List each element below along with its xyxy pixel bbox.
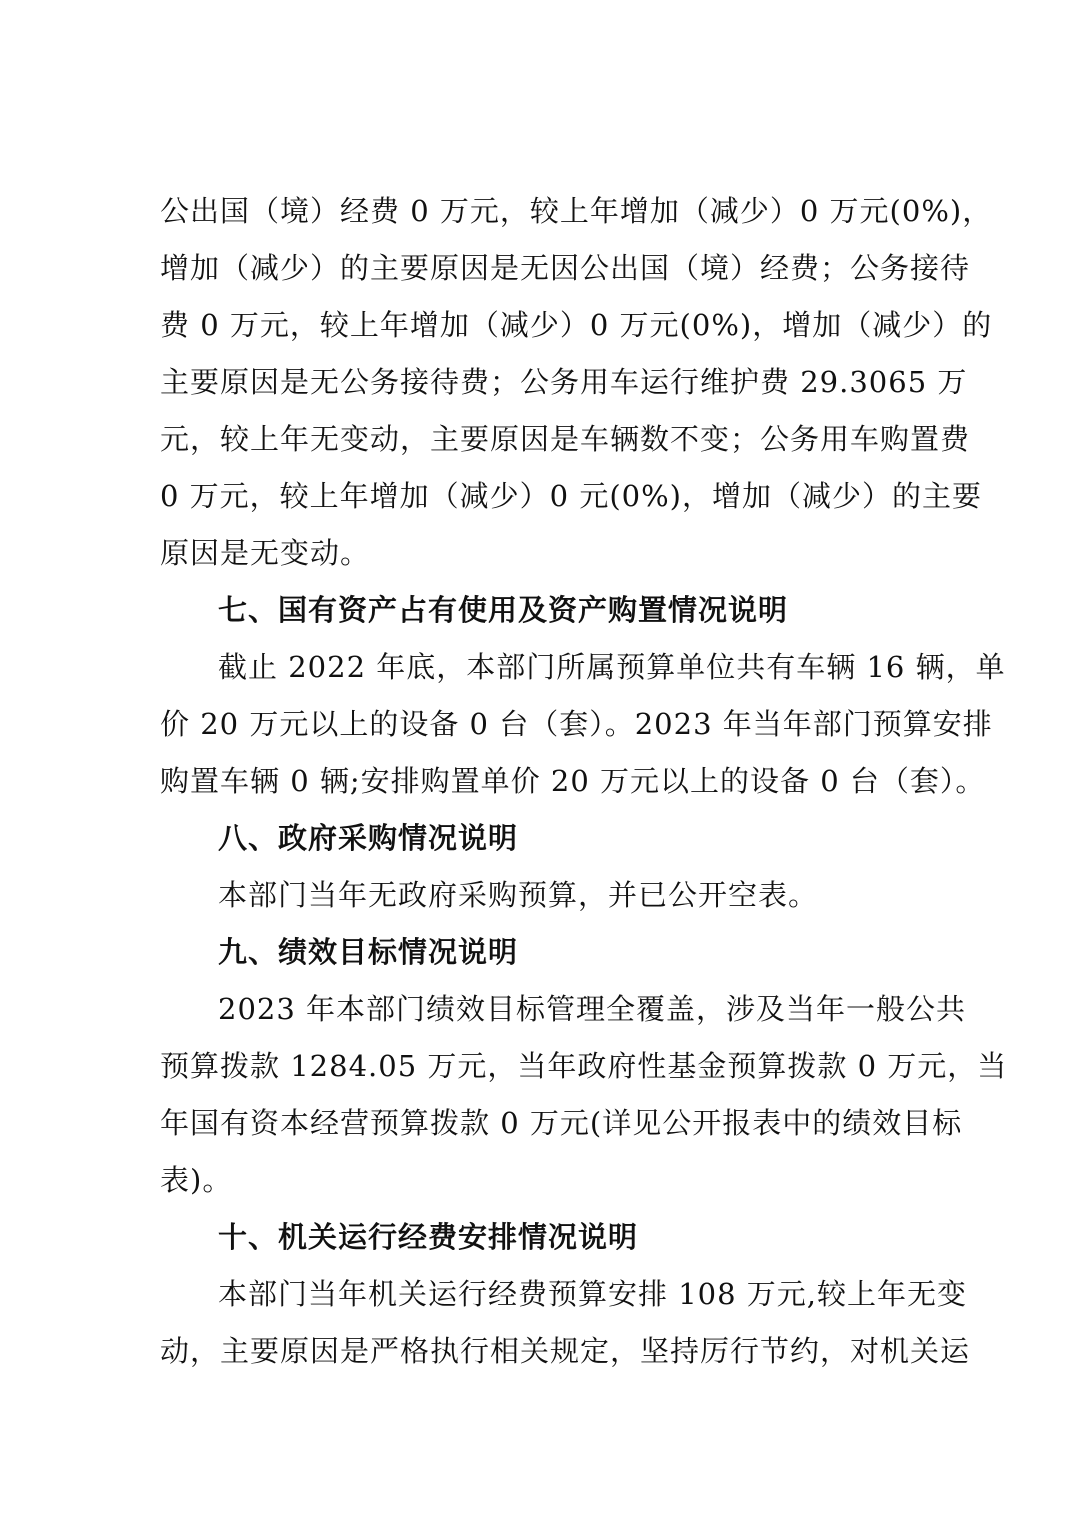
text-line: 本部门当年无政府采购预算，并已公开空表。 — [218, 878, 819, 912]
text-line: 截止 2022 年底，本部门所属预算单位共有车辆 16 辆，单 — [218, 650, 1006, 684]
text-line: 本部门当年机关运行经费预算安排 108 万元,较上年无变 — [218, 1277, 968, 1311]
text-line: 原因是无变动。 — [160, 536, 371, 570]
section-heading-8: 八、政府采购情况说明 — [218, 821, 519, 855]
text-line: 2023 年本部门绩效目标管理全覆盖，涉及当年一般公共 — [218, 992, 967, 1026]
section-heading-10: 十、机关运行经费安排情况说明 — [218, 1220, 639, 1254]
text-line: 预算拨款 1284.05 万元，当年政府性基金预算拨款 0 万元，当 — [160, 1049, 1008, 1083]
text-line: 公出国（境）经费 0 万元，较上年增加（减少）0 万元(0%)， — [160, 194, 993, 228]
text-line: 表)。 — [160, 1163, 233, 1197]
text-line: 年国有资本经营预算拨款 0 万元(详见公开报表中的绩效目标 — [160, 1106, 963, 1140]
paragraph-procurement — [160, 867, 925, 924]
text-line: 主要原因是无公务接待费；公务用车运行维护费 29.3065 万 — [160, 365, 968, 399]
text-line: 元，较上年无变动，主要原因是车辆数不变；公务用车购置费 — [160, 422, 971, 456]
paragraph-assets — [160, 639, 1006, 810]
paragraph-operating-costs — [160, 1266, 971, 1380]
text-line: 购置车辆 0 辆;安排购置单价 20 万元以上的设备 0 台（套）。 — [160, 764, 986, 798]
paragraph-performance — [160, 981, 1008, 1209]
section-heading-7: 七、国有资产占有使用及资产购置情况说明 — [218, 593, 789, 627]
text-line: 价 20 万元以上的设备 0 台（套）。2023 年当年部门预算安排 — [160, 707, 993, 741]
text-line: 0 万元，较上年增加（减少）0 元(0%)，增加（减少）的主要 — [160, 479, 982, 513]
section-heading-9: 九、绩效目标情况说明 — [218, 935, 519, 969]
paragraph-public-expenses-cont — [160, 183, 993, 582]
document-page — [160, 183, 1008, 1380]
text-line: 增加（减少）的主要原因是无因公出国（境）经费；公务接待 — [160, 251, 971, 285]
text-line: 动，主要原因是严格执行相关规定，坚持厉行节约，对机关运 — [160, 1334, 971, 1368]
text-line: 费 0 万元，较上年增加（减少）0 万元(0%)，增加（减少）的 — [160, 308, 993, 342]
